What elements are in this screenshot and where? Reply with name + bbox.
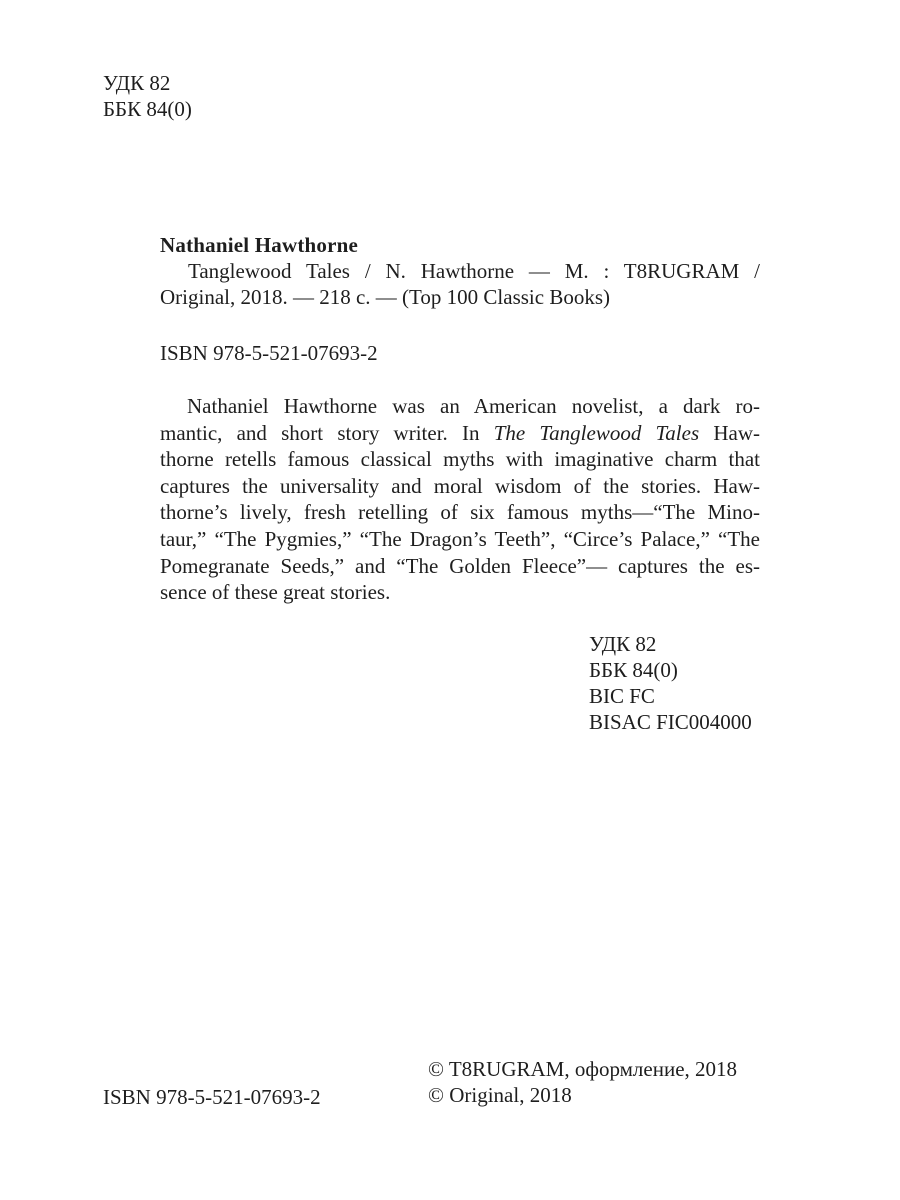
classification-bic: BIC FC [589,684,655,708]
copyright-line-design: © T8RUGRAM, оформление, 2018 [428,1057,738,1081]
abstract-line: thorne’s lively, fresh retelling of six famous myths—“The Mino- [160,500,760,525]
abstract-line: thorne retells famous classical myths with imaginative charm that [160,447,760,472]
abstract-text: Haw- [699,420,760,445]
classification-codes [589,631,752,735]
abstract-line: Nathaniel Hawthorne was an American novelist, a dark ro- [187,394,760,418]
book-title-italic: The Tanglewood Tales [493,420,700,445]
bbk-code: ББК 84(0) [103,97,192,121]
abstract-text: mantic, and short story writer. In [160,420,494,445]
classification-bbk: ББК 84(0) [589,658,678,682]
copyright-notice [428,1056,737,1108]
isbn-footer: ISBN 978-5-521-07693-2 [103,1085,321,1109]
author-name: Nathaniel Hawthorne [160,233,359,257]
isbn-catalog: ISBN 978-5-521-07693-2 [160,341,378,365]
copyright-line-original: © Original, 2018 [428,1083,572,1107]
classification-bisac: BISAC FIC004000 [589,710,752,734]
udk-code: УДК 82 [103,71,171,95]
classification-udk: УДК 82 [589,632,657,656]
top-classification [103,70,192,122]
abstract-line [160,420,760,447]
catalog-line-publication: Original, 2018. — 218 c. — (Top 100 Classic Books) [160,285,610,309]
book-abstract [160,393,760,606]
abstract-line: taur,” “The Pygmies,” “The Dragon’s Teeth”, “Circe’s Palace,” “The [160,526,760,551]
abstract-line: sence of these great stories. [160,580,391,605]
catalog-record [160,232,760,310]
catalog-line-title: Tanglewood Tales / N. Hawthorne — M. : T8RUGRAM / [188,259,760,283]
abstract-line: captures the universality and moral wisdom of the stories. Haw- [160,473,760,498]
abstract-line: Pomegranate Seeds,” and “The Golden Fleece”— captures the es- [160,553,760,578]
